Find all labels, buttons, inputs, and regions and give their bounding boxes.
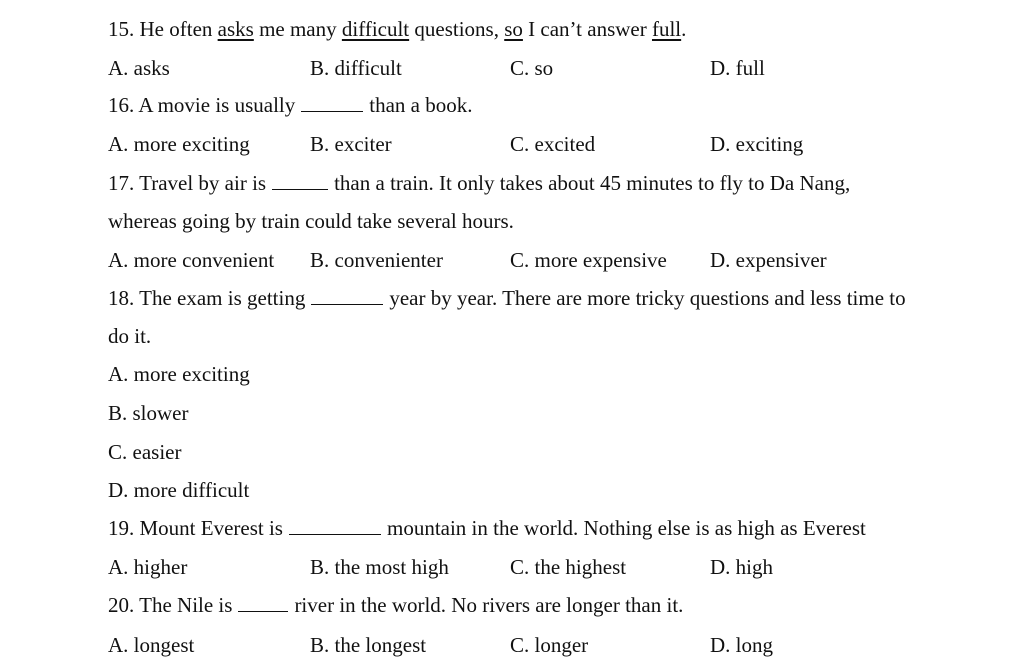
option-a: A. more exciting	[108, 132, 250, 156]
question-number: 17.	[108, 171, 135, 195]
answer-blank	[311, 286, 383, 305]
question-19-text	[108, 515, 866, 541]
option-a: A. longest	[108, 633, 195, 657]
answer-blank	[238, 593, 288, 612]
question-text: Travel by air is	[139, 171, 267, 195]
question-text: than a train. It only takes about 45 minutes to fly to Da Nang,	[334, 171, 851, 195]
underlined-word: full	[651, 17, 682, 41]
question-number: 19.	[108, 516, 135, 540]
underlined-word: difficult	[341, 17, 410, 41]
question-number: 18.	[108, 286, 135, 310]
option-d: D. exciting	[710, 132, 804, 156]
option-b: B. difficult	[310, 56, 402, 80]
option-b: B. the longest	[310, 633, 427, 657]
question-number: 20.	[108, 593, 135, 617]
question-text: me many	[253, 17, 342, 41]
option-c: C. easier	[108, 440, 182, 464]
underlined-word: so	[504, 17, 523, 41]
option-a: A. more convenient	[108, 248, 275, 272]
option-a: A. more exciting	[108, 362, 250, 386]
option-a: A. asks	[108, 56, 170, 80]
question-text: year by year. There are more tricky questions and less time to	[389, 286, 906, 310]
option-d: D. more difficult	[108, 478, 250, 502]
question-number: 16.	[108, 93, 135, 117]
question-17-text	[108, 170, 850, 196]
option-b: B. slower	[108, 401, 189, 425]
option-d: D. full	[710, 56, 765, 80]
option-c: C. excited	[510, 132, 596, 156]
option-d: D. high	[710, 555, 773, 579]
option-b: B. the most high	[310, 555, 449, 579]
question-text: The Nile is	[139, 593, 233, 617]
question-18-continuation: do it.	[108, 324, 152, 348]
question-17-continuation: whereas going by train could take several hours.	[108, 209, 514, 233]
option-c: C. so	[510, 56, 554, 80]
question-text: He often	[139, 17, 218, 41]
question-16-text	[108, 92, 473, 118]
answer-blank	[289, 516, 381, 535]
question-text: I can’t answer	[522, 17, 652, 41]
question-text: river in the world. No rivers are longer than it.	[294, 593, 684, 617]
answer-blank	[272, 171, 328, 190]
question-text: .	[681, 17, 687, 41]
question-18-text	[108, 285, 906, 311]
question-text: A movie is usually	[138, 93, 296, 117]
answer-blank	[301, 93, 363, 112]
option-a: A. higher	[108, 555, 188, 579]
option-b: B. convenienter	[310, 248, 443, 272]
question-15-text	[108, 16, 686, 42]
question-text: questions,	[409, 17, 505, 41]
question-text: The exam is getting	[139, 286, 306, 310]
option-d: D. long	[710, 633, 773, 657]
option-b: B. exciter	[310, 132, 392, 156]
question-text: Mount Everest is	[139, 516, 283, 540]
option-c: C. more expensive	[510, 248, 667, 272]
question-text: mountain in the world. Nothing else is as high as Everest	[386, 516, 866, 540]
underlined-word: asks	[217, 17, 254, 41]
option-c: C. longer	[510, 633, 589, 657]
question-20-text	[108, 592, 683, 618]
question-text: than a book.	[369, 93, 473, 117]
option-c: C. the highest	[510, 555, 627, 579]
question-number: 15.	[108, 17, 135, 41]
option-d: D. expensiver	[710, 248, 827, 272]
